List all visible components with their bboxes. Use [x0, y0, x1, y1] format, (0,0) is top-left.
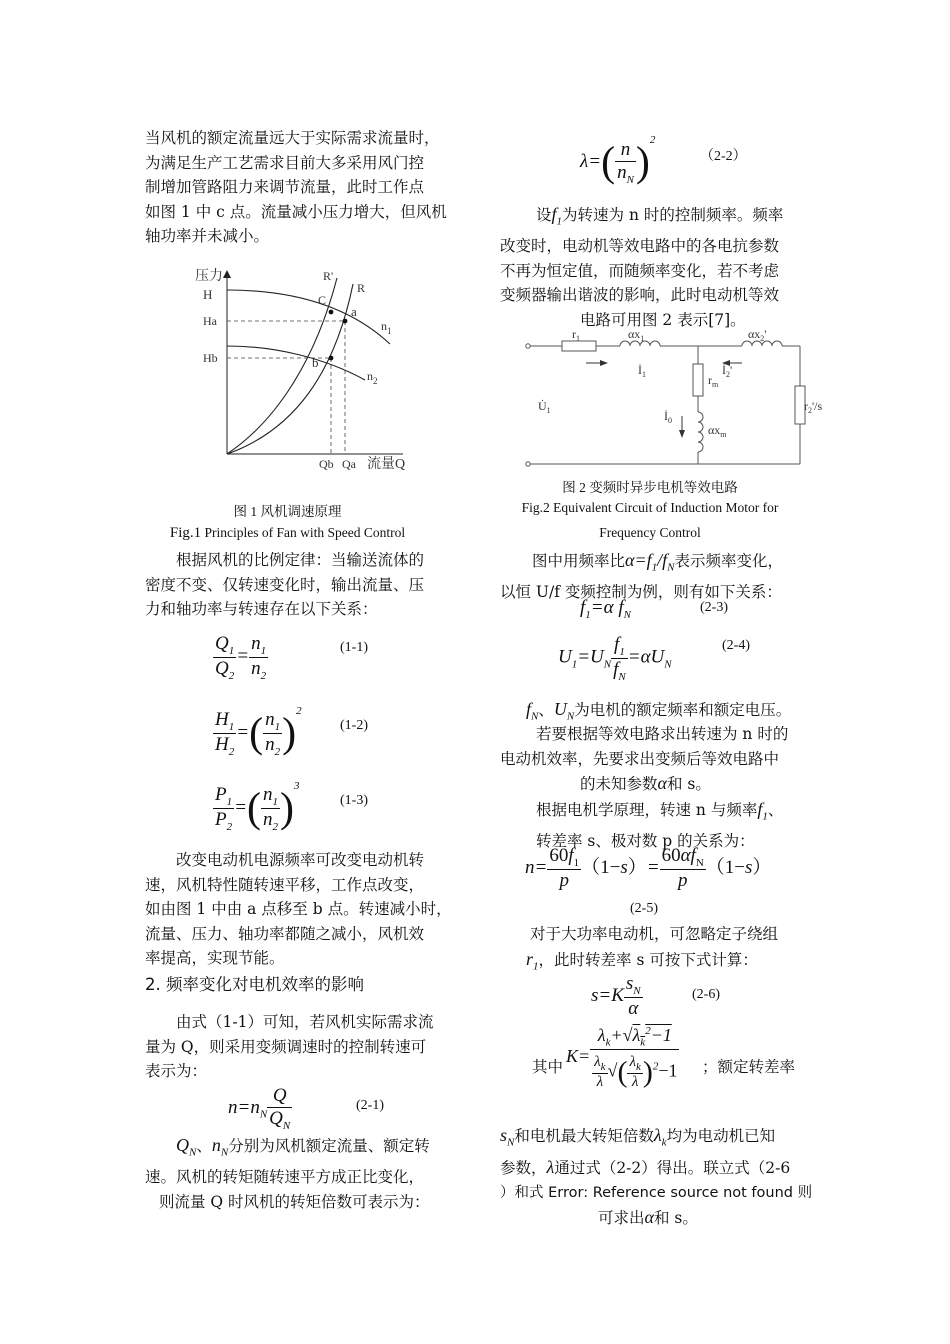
- fig1-caption-cn: 图 1 风机调速原理: [233, 504, 342, 519]
- svg-text:αx1: $\alpha x_1$: [628, 328, 645, 343]
- point-a: [343, 319, 348, 324]
- left-para-3: 改变电动机电源频率可改变电动机转 速，风机特性随转速平移，工作点改变， 如由图 1 中由 a 点移至 b 点。转速减小时， 流量、压力、轴功率都随之减小，风机效 率提高，实现节能。: [145, 851, 452, 967]
- n1-curve: [227, 290, 390, 344]
- right-para-4: 若要根据等效电路求出转速为 n 时的 电动机效率，先要求出变频后等效电路中 的未知参数α和 s。: [500, 725, 789, 793]
- section-heading: 2. 频率变化对电机效率的影响: [145, 975, 364, 994]
- r-curve: [227, 284, 353, 454]
- resistor-rm: [693, 364, 703, 396]
- inductor-axm: [698, 412, 703, 452]
- n2-curve: [227, 346, 365, 380]
- svg-text:r1: $r_1$: [572, 328, 580, 343]
- k-definition-equation: K= $\lambda_k+√\lambda_k^2-1$ $\frac{\lambda_k}{\lambda}$ √( $\frac{\lambda_k}{\lambda}$ )$^2$−1: [566, 1025, 678, 1090]
- svg-text:αxm: $\alpha x_m$: [708, 423, 727, 439]
- equation-1-1: $\frac{Q_1}{Q_2}$ = $\frac{n_1}{n_2}$: [215, 633, 267, 682]
- k-def-prefix: 其中: [532, 1058, 564, 1076]
- equation-2-6: s=K $\frac{s_N}{\alpha}$: [591, 973, 641, 1019]
- left-para-2: 根据风机的比例定律：当输送流体的 密度不变、仅转速变化时，输出流量、压 力和轴功率与转速存在以下关系：: [145, 551, 425, 618]
- right-para-2: 图中用频率比$\alpha=f_1/f_N$表示频率变化， 以恒 U/f 变频控制为例，则有如下关系：: [500, 550, 783, 602]
- equation-2-2: λ=( $\frac{n}{n_N}$ )$^2$: [580, 134, 656, 187]
- eq-number-2-3: (2-3): [700, 600, 728, 615]
- point-b: [329, 356, 334, 361]
- fan-speed-control-figure: [185, 262, 430, 472]
- svg-text:İ2': $İ_2'$: [722, 363, 733, 379]
- svg-text:U̇1: $U̇_1$: [538, 399, 551, 415]
- svg-text:n2: $n_2$: [367, 369, 378, 386]
- equation-2-3: $f_1=\alpha$ $f_N$: [580, 597, 631, 621]
- right-para-5: 根据电机学原理，转速 n 与频率$f_1$、 转差率 s、极对数 p 的关系为：: [536, 799, 784, 851]
- right-para-3: $f_N$、$U_N$为电机的额定频率和额定电压。: [526, 699, 792, 723]
- svg-text:R: R: [357, 281, 366, 295]
- svg-text:Hb: Hb: [203, 351, 218, 365]
- right-para-7: $s_N$和电机最大转矩倍数$\lambda_k$均为电动机已知 参数，λ通过式（2-2）得出。联立式（2-6 ）和式 Error: Reference source not found 则 可求出α和 s。: [500, 1125, 813, 1228]
- svg-text:R': R': [323, 269, 334, 283]
- equation-2-4: $U_1=U_N$ $\frac{f_1}{f_N}$ $=\alpha U_N$: [558, 634, 672, 683]
- svg-text:Ha: Ha: [203, 314, 217, 328]
- right-para-1: 设$f_1$为转速为 n 时的控制频率。频率 改变时，电动机等效电路中的各电抗参数 不再为恒定值，而随频率变化，若不考虑 变频器输出谐波的影响，此时电动机等效 电路可用图 2 表示[7]。: [500, 204, 784, 329]
- eq-number-2-6: (2-6): [692, 987, 720, 1002]
- svg-text:n1: $n_1$: [381, 319, 392, 336]
- svg-text:Qa: Qa: [342, 457, 356, 471]
- eq-number-1-2: (1-2): [340, 718, 368, 733]
- equation-2-1: $n=n_N$ $\frac{Q}{Q_N}$: [228, 1085, 291, 1132]
- eq-number-1-3: (1-3): [340, 793, 368, 808]
- right-para-6: 对于大功率电动机，可忽略定子绕组 $r_1$，此时转差率 s 可按下式计算：: [526, 925, 779, 973]
- equation-1-3: $\frac{P_1}{P_2}$ =( $\frac{n_1}{n_2}$ )$^3$: [215, 780, 300, 833]
- equation-1-2: $\frac{H_1}{H_2}$ =( $\frac{n_1}{n_2}$ )$^2$: [215, 705, 302, 758]
- left-para-4: 由式（1-1）可知，若风机实际需求流 量为 Q，则采用变频调速时的控制转速可 表示为：: [145, 1013, 434, 1080]
- svg-text:H: H: [203, 287, 213, 302]
- equivalent-circuit-figure: [520, 328, 830, 476]
- svg-text:İ1: $İ_1$: [638, 363, 646, 379]
- svg-text:a: a: [351, 304, 357, 319]
- svg-text:r2'/s: $r_2'/s$: [804, 399, 823, 415]
- left-para-5: $Q_N$、$n_N$分别为风机额定流量、额定转 速。风机的转矩随转速平方成正比变化， 则流量 Q 时风机的转矩倍数可表示为：: [145, 1135, 430, 1211]
- y-axis-label: 压力: [195, 269, 223, 284]
- eq-number-2-4: (2-4): [722, 638, 750, 653]
- k-def-suffix: ；额定转差率: [702, 1058, 796, 1076]
- point-c: [329, 310, 334, 315]
- svg-text:αx2': $\alpha x_2'$: [748, 328, 767, 343]
- eq-number-1-1: (1-1): [340, 640, 368, 655]
- eq-number-2-1: (2-1): [356, 1098, 384, 1113]
- svg-text:C: C: [318, 293, 327, 307]
- equation-2-5: n= $\frac{60f_1}{p}$ （1−s）= $\frac{60\alpha f_N}{p}$ （1−s）: [525, 845, 772, 891]
- x-axis-label: 流量Q: [367, 457, 406, 472]
- svg-text:rm: $r_m$: [708, 373, 719, 389]
- svg-text:Qb: Qb: [319, 457, 334, 471]
- fig1-caption-en: Fig.1 Principles of Fan with Speed Control: [169, 525, 406, 541]
- eq-number-2-5: (2-5): [630, 901, 658, 916]
- fig2-caption-en-2: Frequency Control: [599, 525, 701, 540]
- fig2-caption-en-1: Fig.2 Equivalent Circuit of Induction Motor for: [521, 500, 779, 515]
- left-para-1: 当风机的额定流量远大于实际需求流量时， 为满足生产工艺需求目前大多采用风门控 制增加管路阻力来调节流量，此时工作点 如图 1 中 c 点。流量减小压力增大，但风机 轴功率并未减小。: [145, 129, 447, 245]
- svg-text:b: b: [312, 355, 319, 370]
- eq-number-2-2: （2-2）: [700, 149, 747, 164]
- fig2-caption-cn: 图 2 变频时异步电机等效电路: [562, 480, 738, 495]
- svg-text:İ0: $İ_0$: [664, 409, 672, 425]
